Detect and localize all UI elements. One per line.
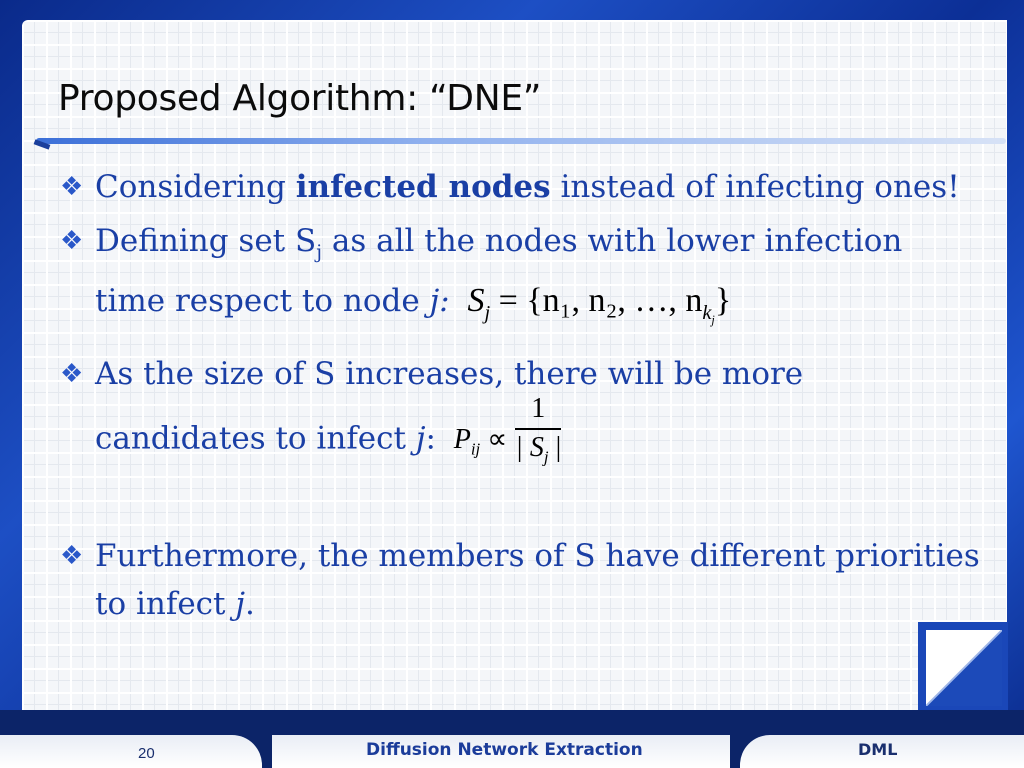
formula-subscript: j [484,301,491,324]
fraction-numerator: 1 [515,392,561,430]
slide-content [60,163,980,634]
bullet-text: instead of infecting ones! [550,169,960,205]
bullet-text: Defining set S [95,223,317,259]
bullet-text: Furthermore, the members of S have different priorities to infect [95,537,980,622]
bullet-bold-text: infected nodes [295,169,551,205]
slide-title: Proposed Algorithm: “DNE” [58,78,542,119]
formula-subscript [702,301,715,328]
footer-title: Diffusion Network Extraction [366,740,643,760]
bullet-text: Considering [95,169,296,205]
denominator-close: | [548,432,562,464]
bullet-text: as all the nodes with lower infection time respect to node [95,223,903,320]
bullet-item [60,350,980,482]
bullet-item [60,163,980,211]
bullet-item [60,532,980,628]
formula-symbol: S [467,282,485,320]
fraction-denominator [515,430,561,476]
formula-operator: ∝ [487,424,508,456]
set-formula [467,282,732,328]
bullet-text: . [244,585,255,622]
page-number: 20 [138,745,155,762]
diamond-bullet-icon: ❖ [60,172,84,202]
proportionality-formula [453,424,508,459]
formula-symbol: P [453,424,471,456]
footer-left-segment [0,735,262,768]
formula-subscript-j: j [711,313,715,328]
bullet-italic-text: j: [429,283,450,320]
formula-body: = {n₁, n₂, …, n [498,282,703,320]
bullet-italic-text: j [415,420,426,457]
formula-close-brace: } [714,282,732,320]
diamond-bullet-icon: ❖ [60,226,84,256]
footer-label: DML [858,740,898,759]
spacer [60,488,980,532]
bullet-item [60,217,980,344]
corner-fold-icon [926,630,1002,706]
diamond-bullet-icon: ❖ [60,540,84,571]
subscript: j [316,242,322,264]
denominator-symbol: | S [515,432,544,464]
formula-fraction [515,392,561,476]
title-underline [36,138,1006,144]
formula-subscript-k: k [702,301,712,324]
bullet-italic-text: j [235,585,245,622]
formula-subscript: ij [470,439,481,459]
denominator-subscript: j [543,447,549,467]
diamond-bullet-icon: ❖ [60,359,84,390]
bullet-text: As the size of S increases, there will be more candidates to infect [95,356,804,457]
bullet-text: : [425,420,436,457]
